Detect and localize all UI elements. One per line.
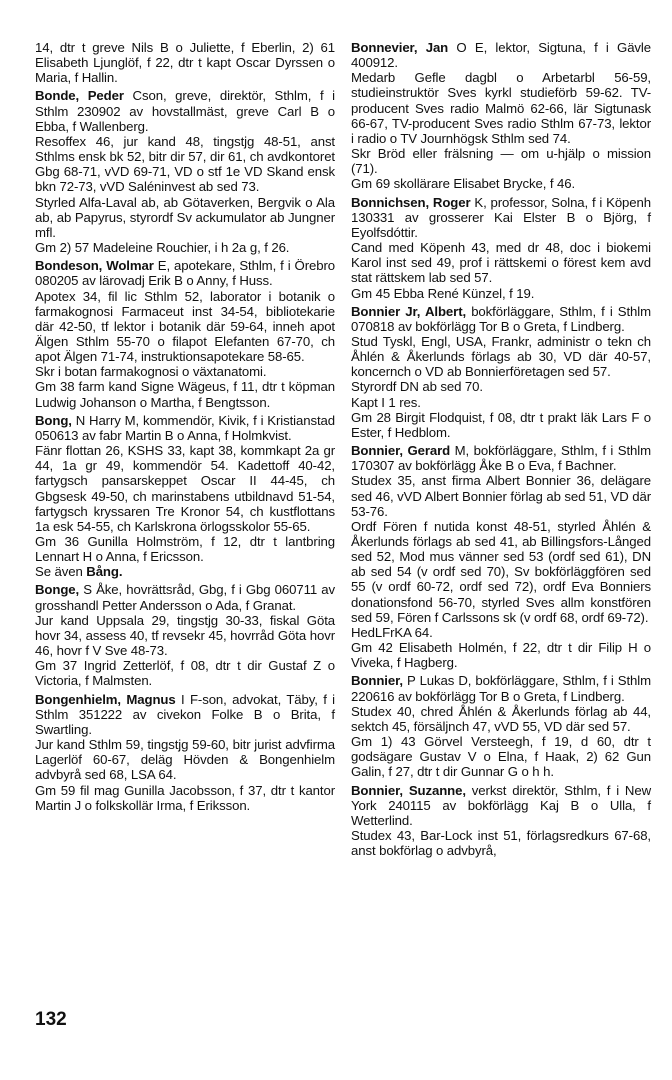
biography-entry [351, 673, 651, 779]
entry-name: Bongenhielm, Magnus [35, 691, 176, 707]
entry-paragraph: Gm 38 farm kand Signe Wägeus, f 11, dtr t köpman Ludwig Johanson o Martha, f Bengtsson. [35, 379, 335, 410]
entry-header-line [35, 258, 335, 288]
entry-summary: N Harry M, kommendör, Kivik, f i Kristianstad 050613 av fabr Martin B o Anna, f Holmkvist. [35, 412, 335, 443]
entry-name: Bonnier, [351, 673, 403, 689]
entry-paragraph: Studex 43, Bar-Lock inst 51, förlagsredkurs 67-68, anst bokförlag o advbyrå, [351, 827, 651, 859]
entry-paragraph: Studex 35, anst firma Albert Bonnier 36, delägare sed 46, vVD Albert Bonnier förlag ab sed 51, VD där 53-76. [351, 473, 651, 519]
entry-name: Bonnier Jr, Albert, [351, 303, 467, 319]
entry-paragraph: Cand med Köpenh 43, med dr 48, doc i biokemi Karol inst sed 49, prof i rättskemi o förest kem avd stat rättskem lab sed 57. [351, 240, 651, 286]
entry-paragraph: Gm 37 Ingrid Zetterlöf, f 08, dtr t dir Gustaf Z o Victoria, f Malmsten. [35, 658, 335, 689]
entry-paragraph: Fänr flottan 26, KSHS 33, kapt 38, kommkapt 2a gr 44, 1a gr 49, kommendör 54. Kadettoff 40-42, fartygsch pansarskeppet Oscar II 44-45, ch Gbgsesk 49-50, ch marinstabens utbildnavd 51-54, fartygsch kryssaren Tre Kronor 54, ch kustflottans 1a esk 54-55, ch Karlskrona örlogsskolor 55-65. [35, 443, 335, 534]
entry-summary: Cson, greve, direktör, Sthlm, f i Sthlm 230902 av hovstallmäst, greve Carl B o Ebba, f Wallenberg. [35, 88, 336, 134]
entry-paragraph: Gm 2) 57 Madeleine Rouchier, i h 2a g, f 26. [35, 240, 290, 256]
entry-name: Bonnichsen, Roger [351, 194, 471, 210]
biography-entry [351, 40, 651, 192]
entry-paragraph: Jur kand Uppsala 29, tingstjg 30-33, fiskal Göta hovr 34, assess 40, tf revsekr 45, hovrråd Göta hovr 46, hovr f V Sve 48-73. [35, 612, 335, 659]
biography-entry [35, 88, 335, 255]
entry-paragraph: Gm 28 Birgit Flodquist, f 08, dtr t prakt läk Lars F o Ester, f Hedblom. [351, 409, 651, 440]
entry-summary: P Lukas D, bokförläggare, Sthlm, f i Sthlm 220616 av bokförlägg Tor B o Greta, f Lindberg. [351, 673, 651, 704]
cross-reference-name: Bång. [86, 564, 123, 580]
entry-name: Bonnevier, Jan [351, 40, 449, 55]
biography-entry [351, 304, 651, 440]
biography-entry [351, 443, 651, 670]
entry-paragraph: HedLFrKA 64. [351, 624, 433, 640]
entry-summary: M, bokförläggare, Sthlm, f i Sthlm 170307 av bokförlägg Åke B o Eva, f Bachner. [351, 443, 651, 474]
page-number: 132 [35, 1009, 67, 1030]
entry-paragraph: Ordf Fören f nutida konst 48-51, styrled Åhlén & Åkerlunds förlags ab sed 41, ab Billingsfors-Långed sed 52, Mod mus vänner sed 53 (ordf sed 61), DN ab sed 54 (v ordf sed 70), Sv bokförläggfören sed 55 (v ordf 60-72, ordf sed 72), ordf Eva Bonniers donationsfond 56-70, styrled Sves allm konstfören sed 59, Fören f Carlssons sk (v ordf 68, ordf 69-72). [351, 518, 651, 625]
entry-paragraph: Se även Bång. [35, 564, 123, 580]
entry-name: Bong, [35, 412, 72, 428]
entry-header-line [35, 582, 335, 612]
entry-paragraph: Apotex 34, fil lic Sthlm 52, laborator i botanik o farmakognosi Farmaceut inst 34-54, bibliotekarie där 42-50, tf lektor i botanik där 59-64, inneh apot Älgen Sthlm 55-70 o filapot Elefanten 67-70, ch apot Älgen 71-74, instruktionsapotekare 58-65. [35, 288, 335, 365]
entry-paragraph: Gm 36 Gunilla Holmström, f 12, dtr t lantbring Lennart H o Anna, f Ericsson. [35, 534, 335, 565]
biography-entry [35, 692, 335, 813]
entry-name: Bonnier, Suzanne, [351, 782, 466, 798]
biography-entry [351, 783, 651, 859]
entry-header-line [35, 88, 335, 133]
entry-name: Bonde, Peder [35, 88, 124, 104]
entry-name: Bonge, [35, 582, 80, 598]
entry-header-line [351, 304, 651, 334]
entry-summary: S Åke, hovrättsråd, Gbg, f i Gbg 060711 av grosshandl Petter Andersson o Ada, f Granat. [35, 582, 335, 613]
entry-paragraph: Studex 40, chred Åhlén & Åkerlunds förlag ab 44, sektch 45, försäljnch 47, vVD 55, VD där sed 57. [351, 703, 651, 734]
entry-paragraph: Gm 42 Elisabeth Holmén, f 22, dtr t dir Filip H o Viveka, f Hagberg. [351, 640, 651, 671]
entry-paragraph: Skr Bröd eller frälsning — om u-hjälp o mission (71). [351, 146, 651, 177]
entry-header-line [351, 195, 651, 240]
left-column [35, 40, 335, 816]
entry-summary: K, professor, Solna, f i Köpenh 130331 av grosserer Kai Elster B o Björg, f Eyolfsdóttir. [351, 194, 651, 240]
biography-entry [35, 40, 335, 85]
entry-paragraph: Jur kand Sthlm 59, tingstjg 59-60, bitr jurist advfirma Lagerlöf 60-67, deläg Hövden & Bongenhielm advbyrå sed 68, LSA 64. [35, 737, 335, 783]
entry-paragraph: Gm 69 skollärare Elisabet Brycke, f 46. [351, 176, 576, 192]
entry-header-line [35, 692, 335, 737]
entry-summary: bokförläggare, Sthlm, f i Sthlm 070818 av bokförlägg Tor B o Greta, f Lindberg. [351, 303, 651, 334]
entry-summary: I F-son, advokat, Täby, f i Sthlm 351222 av civekon Folke B o Brita, f Swartling. [35, 691, 335, 737]
entry-paragraph: Styrordf DN ab sed 70. [351, 379, 483, 395]
biography-entry [35, 413, 335, 580]
entry-header-line [351, 40, 651, 70]
entry-name: Bonnier, Gerard [351, 443, 451, 459]
entry-summary: E, apotekare, Sthlm, f i Örebro 080205 av lärovadj Erik B o Anny, f Huss. [35, 258, 335, 289]
entry-header-line [35, 413, 335, 443]
entry-summary: O E, lektor, Sigtuna, f i Gävle 400912. [351, 40, 651, 71]
right-column [351, 40, 651, 861]
entry-summary: verkst direktör, Sthlm, f i New York 240115 av bokförlägg Kaj B o Ulla, f Wetterlind. [351, 782, 651, 828]
entry-header-line [351, 443, 651, 473]
entry-paragraph: Gm 59 fil mag Gunilla Jacobsson, f 37, dtr t kantor Martin J o folkskollär Irma, f Eriksson. [35, 782, 335, 813]
entry-header-line [351, 673, 651, 703]
entry-paragraph: Medarb Gefle dagbl o Arbetarbl 56-59, studieinstruktör Sves kyrkl studieförb 59-62. TV-producent Sves radio Malmö 62-66, lär Sigtunask 66-67, TV-producent Sves radio Sthlm 67-73, lektor i radio o TV Journhögsk Sthlm sed 74. [351, 70, 651, 146]
entry-paragraph: 14, dtr t greve Nils B o Juliette, f Eberlin, 2) 61 Elisabeth Ljunglöf, f 22, dtr t kapt Oscar Dyrssen o Maria, f Hallin. [35, 40, 335, 86]
biography-entry [35, 258, 335, 410]
biography-entry [35, 582, 335, 688]
entry-paragraph: Gm 1) 43 Görvel Versteegh, f 19, d 60, dtr t godsägare Gustav V o Elna, f Haak, 2) 62 Gun Galin, f 27, dtr t dir Gunnar G o h h. [351, 734, 651, 780]
entry-paragraph: Stud Tyskl, Engl, USA, Frankr, administr o tekn ch Åhlén & Åkerlunds förlags ab 30, VD där 40-57, koncernch o VD ab Bonnierföretagen sed 57. [351, 333, 651, 380]
entry-name: Bondeson, Wolmar [35, 258, 154, 274]
biography-entry [351, 195, 651, 301]
entry-paragraph: Skr i botan farmakognosi o växtanatomi. [35, 364, 267, 380]
entry-header-line [351, 783, 651, 828]
entry-paragraph: Gm 45 Ebba René Künzel, f 19. [351, 285, 535, 301]
entry-paragraph: Resoffex 46, jur kand 48, tingstjg 48-51, anst Sthlms ensk bk 52, bitr dir 57, dir 61, ch avdkontoret Gbg 68-71, vVD 69-71, VD o stf 1e VD Skand ensk bkn 72-73, vVD Saléninvest ab sed 73. [35, 133, 335, 195]
entry-paragraph: Kapt I 1 res. [351, 394, 421, 410]
entry-paragraph: Styrled Alfa-Laval ab, ab Götaverken, Bergvik o Ala ab, ab Papyrus, styrordf Sv ackumulator ab Jungner mfl. [35, 194, 335, 240]
